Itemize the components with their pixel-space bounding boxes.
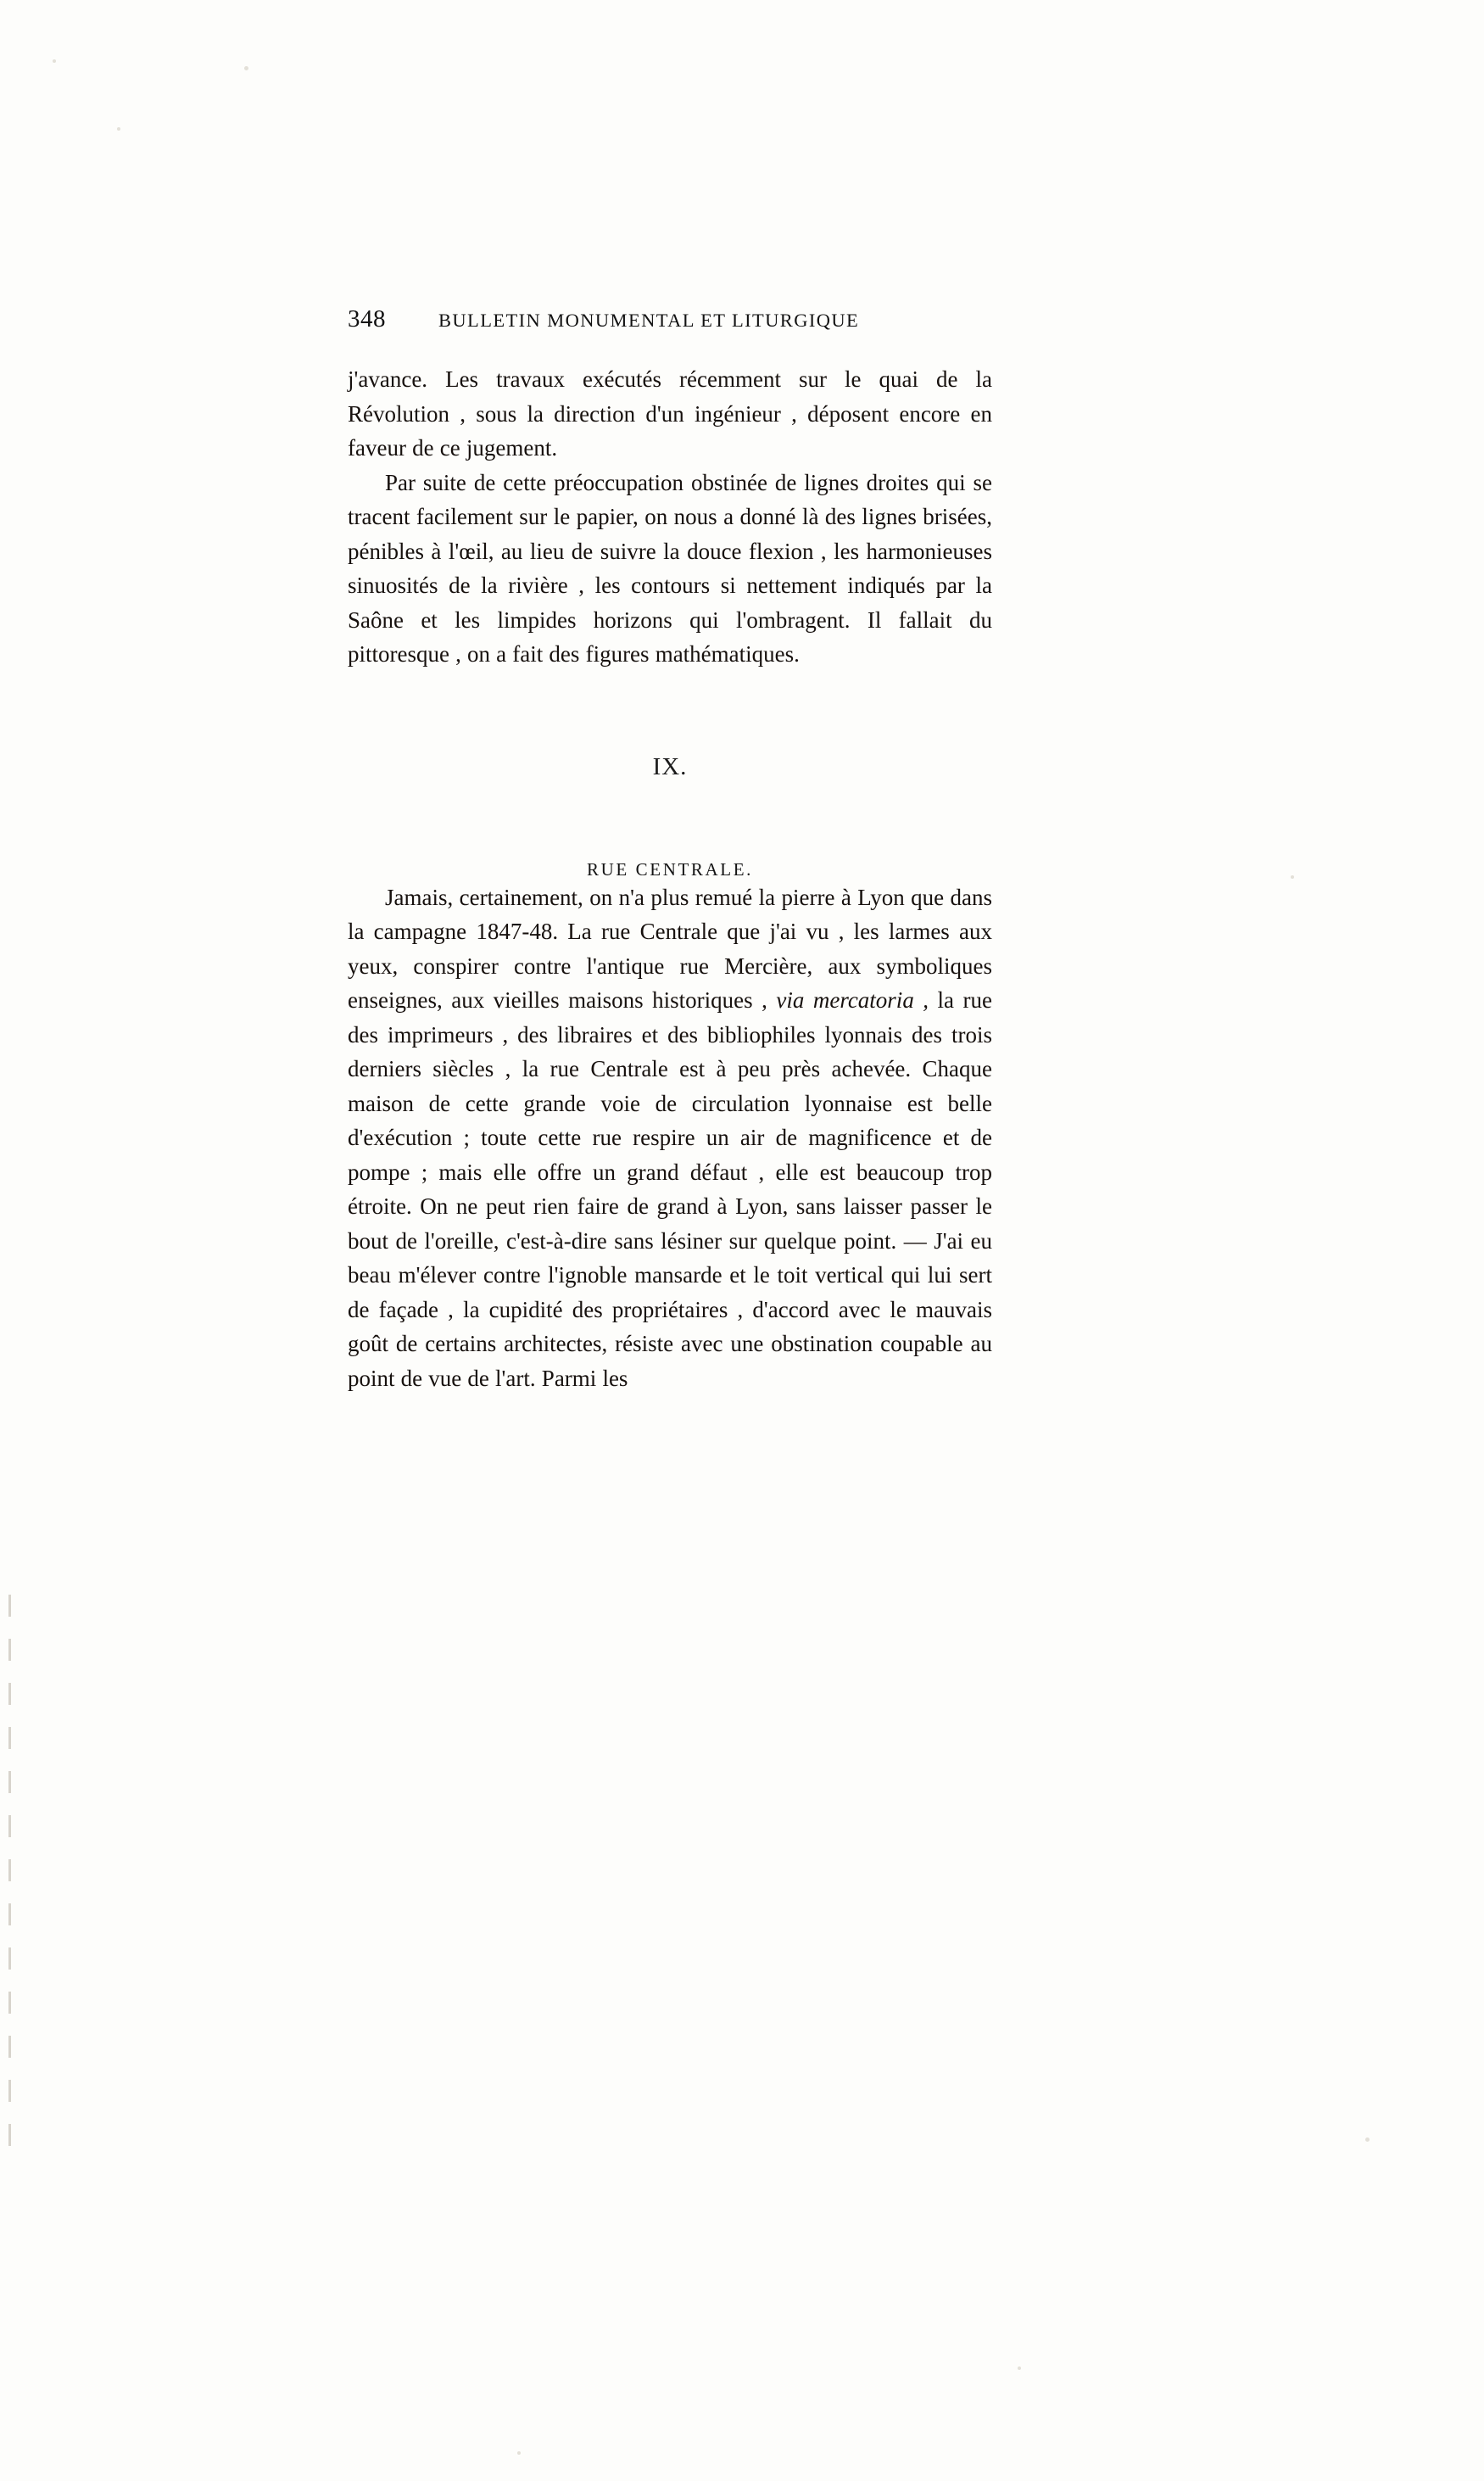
paragraph-3 (348, 880, 992, 1396)
paragraph-1: j'avance. Les travaux exécutés récemment sur le quai de la Révolution , sous la direction d'un ingénieur , déposent encore en faveur de ce jugement. (348, 366, 992, 461)
scan-speck (117, 127, 120, 131)
paragraph-2: Par suite de cette préoccupation obstinée de lignes droites qui se tracent facilement sur le papier, on nous a donné là des lignes brisées, pénibles à l'œil, au lieu de suivre la douce flexion , les harmonieuses sinuosités de la rivière , les contours si nettement indiqués par la Saône et les limpides horizons qui l'ombragent. Il fallait du pittoresque , on a fait des figures mathématiques. (348, 469, 992, 667)
scan-speck (1365, 2137, 1370, 2142)
paragraph-3-latin-phrase: via mercatoria , (776, 987, 929, 1013)
scan-edge-marks (8, 1595, 14, 2239)
running-head (348, 305, 992, 333)
scan-speck (244, 66, 248, 70)
scan-speck (53, 59, 56, 63)
scan-speck (1291, 875, 1294, 879)
scan-speck (517, 2451, 521, 2455)
section-number: IX. (652, 752, 688, 780)
scan-speck (1018, 2366, 1021, 2370)
page-number: 348 (348, 305, 386, 332)
paragraph-3-part-1: Jamais, certainement, on n'a plus remué la pierre à Lyon que dans la campagne 1847-48. La rue Centrale que j'ai vu , les larmes aux yeux, conspirer contre l'antique rue Mercière, aux symboliques enseignes, aux vieilles maisons historiques , (348, 884, 992, 1013)
section-title: RUE CENTRALE. (587, 858, 753, 880)
paragraph-3-part-2: la rue des imprimeurs , des libraires et des bibliophiles lyonnais des trois derniers siècles , la rue Centrale est à peu près achevée. Chaque maison de cette grande voie de circulation lyonnaise est belle d'exécution ; toute cette rue respire un air de magnificence et de pompe ; mais elle offre un grand défaut , elle est beaucoup trop étroite. On ne peut rien faire de grand à Lyon, sans laisser passer le bout de l'oreille, c'est-à-dire sans lésiner sur quelque point. — J'ai eu beau m'élever contre l'ignoble mansarde et le toit vertical qui lui sert de façade , la cupidité des propriétaires , d'accord avec le mauvais goût de certains architectes, résiste avec une obstination coupable au point de vue de l'art. Parmi les (348, 987, 992, 1391)
running-head-title: BULLETIN MONUMENTAL ET LITURGIQUE (438, 310, 860, 331)
page-text-column (348, 305, 992, 1395)
